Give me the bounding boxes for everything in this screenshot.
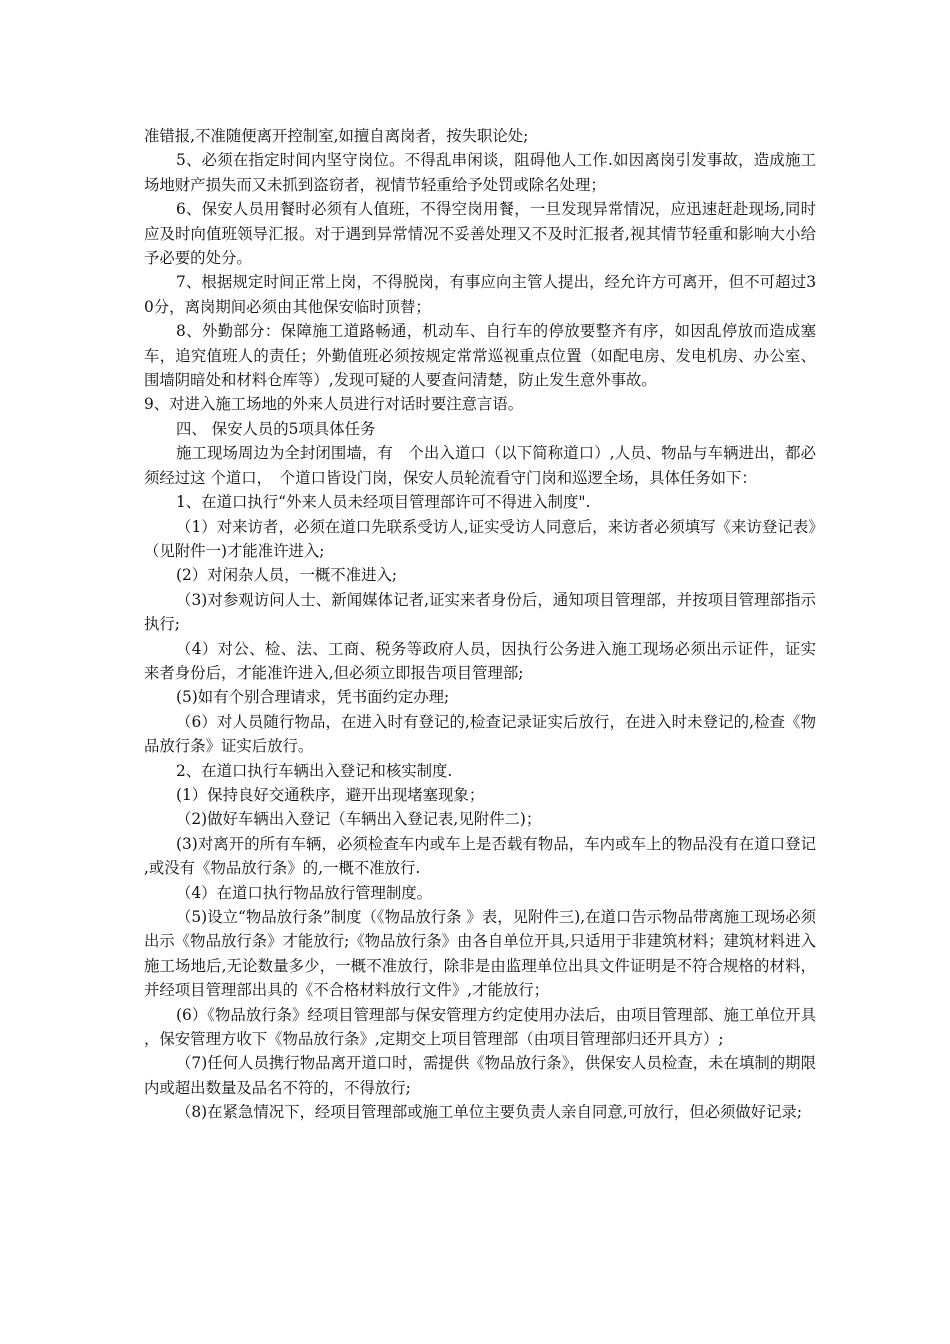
paragraph-task-2-2: （2)做好车辆出入登记（车辆出入登记表,见附件二)； — [176, 810, 542, 829]
paragraph-task-2-3: (3)对离开的所有车辆，必须检查车内或车上是否载有物品，车内或车上的物品没有在道口登记,或没有《物品放行条》的,一概不准放行. — [144, 834, 816, 878]
paragraph-task-1-5: (5)如有个别合理请求，凭书面约定办理; — [176, 688, 450, 707]
paragraph-item-8: 8、外勤部分：保障施工道路畅通，机动车、自行车的停放要整齐有序，如因乱停放而造成塞车，追究值班人的责任；外勤值班必须按规定常常巡视重点位置（如配电房、发电机房、办公室、围墙阴暗处和材料仓库等）,发现可疑的人要查问清楚，防止发生意外事故。 — [144, 322, 816, 390]
paragraph-task-2-4: （4）在道口执行物品放行管理制度。 — [176, 883, 433, 902]
paragraph-task-1-2: (2）对闲杂人员，一概不准进入; — [176, 566, 398, 585]
paragraph-task-1-3: （3)对参观访问人士、新闻媒体记者,证实来者身份后，通知项目管理部，并按项目管理部指示执行; — [144, 590, 816, 634]
document-body — [144, 124, 816, 1125]
paragraph-task-2: 2、在道口执行车辆出入登记和核实制度. — [176, 761, 453, 780]
paragraph-task-2-7: （7)任何人员携行物品离开道口时，需提供《物品放行条》，供保安人员检查，未在填制的期限内或超出数量及品名不符的，不得放行; — [144, 1054, 816, 1097]
paragraph-item-9: 9、对进入施工场地的外来人员进行对话时要注意言语。 — [144, 395, 524, 414]
paragraph-intro: 施工现场周边为全封闭围墙，有 个出入道口（以下简称道口）,人员、物品与车辆进出，都必须经过这 个道口， 个道口皆设门岗，保安人员轮流看守门岗和巡逻全场，具体任务如下： — [144, 444, 816, 487]
paragraph-task-1: 1、在道口执行“外来人员未经项目管理部许可不得进入制度". — [176, 493, 591, 512]
paragraph-task-2-1: (1）保持良好交通秩序，避开出现堵塞现象； — [176, 785, 485, 804]
paragraph-task-1-1: （1）对来访者，必须在道口先联系受访人,证实受访人同意后，来访者必须填写《来访登记表》（见附件一)才能准许进入; — [144, 517, 816, 560]
paragraph-task-2-6: (6）《物品放行条》经项目管理部与保安管理方约定使用办法后，由项目管理部、施工单位开具，保安管理方收下《物品放行条》,定期交上项目管理部（由项目管理部归还开具方）; — [144, 1005, 816, 1049]
paragraph-task-1-4: （4）对公、检、法、工商、税务等政府人员，因执行公务进入施工现场必须出示证件，证实来者身份后，才能准许进入,但必须立即报告项目管理部; — [144, 639, 816, 682]
paragraph-task-2-5: （5)设立“物品放行条”制度（《物品放行条 》表，见附件三),在道口告示物品带离施工现场必须出示《物品放行条》才能放行;《物品放行条》由各自单位开具,只适用于非建筑材料；建筑材料进入施工场地后,无论数量多少，一概不准放行，除非是由监理单位出具文件证明是不符合规格的材料，并经项目管理部出具的《不合格材料放行文件》,才能放行； — [144, 908, 816, 1000]
section-heading-4: 四、 保安人员的5项具体任务 — [176, 419, 376, 438]
paragraph-item-7: 7、根据规定时间正常上岗，不得脱岗，有事应向主管人提出，经允许方可离开，但不可超过30分，离岗期间必须由其他保安临时顶替； — [144, 273, 816, 316]
paragraph-continuation: 准错报,不准随便离开控制室,如擅自离岗者，按失职论处; — [144, 127, 529, 145]
paragraph-item-6: 6、保安人员用餐时必须有人值班，不得空岗用餐，一旦发现异常情况，应迅速赶赴现场,同时应及时向值班领导汇报。对于遇到异常情况不妥善处理又不及时汇报者,视其情节轻重和影响大小给予必要的处分。 — [144, 200, 816, 268]
paragraph-task-1-6: （6）对人员随行物品，在进入时有登记的,检查记录证实后放行，在进入时未登记的,检查《物品放行条》证实后放行。 — [144, 712, 816, 756]
paragraph-item-5: 5、必须在指定时间内坚守岗位。不得乱串闲谈，阻碍他人工作.如因离岗引发事故，造成施工场地财产损失而又未抓到盗窃者，视情节轻重给予处罚或除名处理； — [144, 151, 816, 194]
paragraph-task-2-8: （8)在紧急情况下，经项目管理部或施工单位主要负责人亲自同意,可放行，但必须做好记录; — [176, 1103, 803, 1122]
